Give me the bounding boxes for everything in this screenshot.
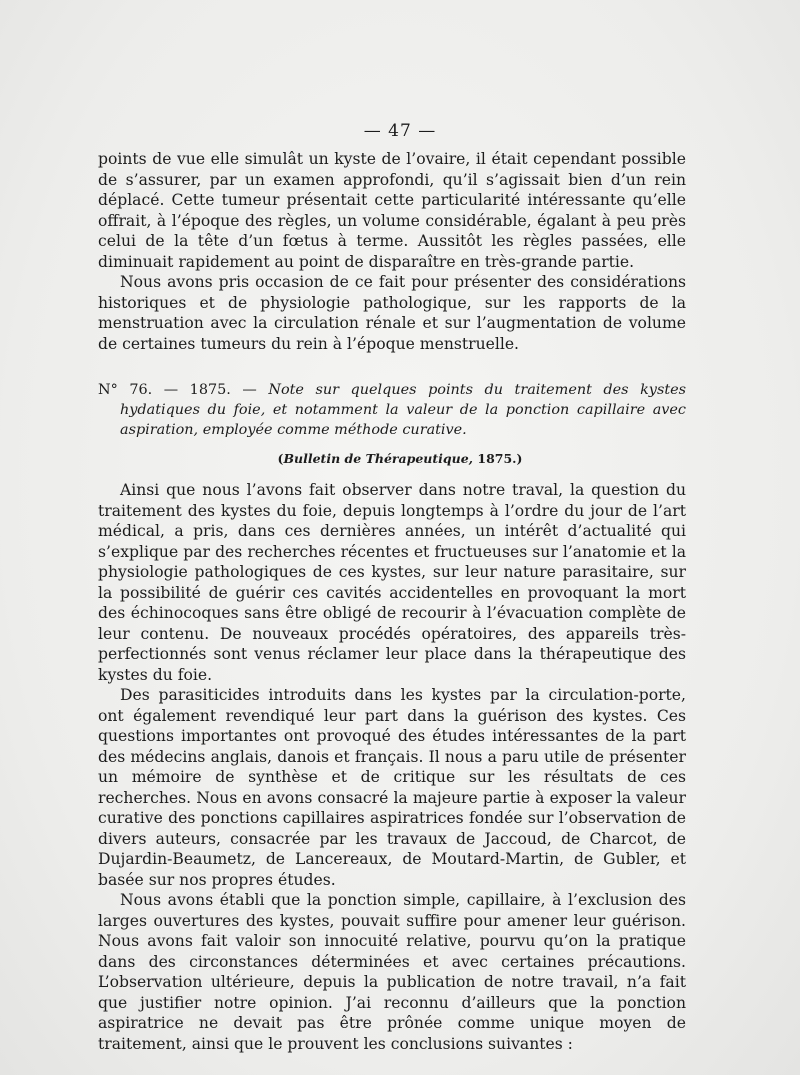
intro-section bbox=[98, 149, 686, 354]
body-paragraph-2: Des parasiticides introduits dans les kystes par la circulation-porte, ont également revendiqué leur part dans la guérison des kystes. Ces questions importantes ont provoqué des études intéressantes de la part des médecins anglais, danois et français. Il nous a paru utile de présenter un mémoire de synthèse et de critique sur les résultats de ces recherches. Nous en avons consacré la majeure partie à exposer la valeur curative des ponctions capillaires aspiratrices fondée sur l’observation de divers auteurs, consacrée par les travaux de Jaccoud, de Charcot, de Dujardin-Beaumetz, de Lancereaux, de Moutard-Martin, de Gubler, et basée sur nos propres études. bbox=[98, 686, 686, 889]
main-text bbox=[98, 480, 686, 1054]
body-paragraph-1: Ainsi que nous l’avons fait observer dans notre traval, la question du traitement des kystes du foie, depuis longtemps à l’ordre du jour de l’art médical, a pris, dans ces dernières années, un intérêt d’actualité qui s’explique par des recherches récentes et fructueuses sur l’anatomie et la physiologie pathologiques de ces kystes, sur leur nature parasitaire, sur la possibilité de guérir ces cavités accidentelles en provoquant la mort des échinocoques sans être obligé de recourir à l’évacuation complète de leur contenu. De nouveaux procédés opératoires, des appareils très-perfectionnés sont venus réclamer leur place dans la thérapeutique des kystes du foie. bbox=[98, 481, 686, 684]
entry-title: Note sur quelques points du traitement des kystes hydatiques du foie, et notamment la valeur de la ponction capillaire avec aspiration, employée comme méthode curative. bbox=[120, 382, 687, 438]
intro-paragraph-1: points de vue elle simulât un kyste de l’ovaire, il était cependant possible de s’assurer, par un examen approfondi, qu’il s’agissait bien d’un rein déplacé. Cette tumeur présentait cette particularité intéressante qu’elle offrait, à l’époque des règles, un volume considérable, égalant à peu près celui de la tête d’un fœtus à terme. Aussitôt les règles passées, elle diminuait rapidement au point de disparaître en très-grande partie. bbox=[98, 150, 686, 271]
entry-source bbox=[0, 451, 800, 466]
bibliography-entry bbox=[98, 380, 686, 440]
source-year: 1875.) bbox=[473, 451, 523, 466]
source-open: ( bbox=[277, 451, 284, 466]
entry-number: N° 76. — 1875. — bbox=[98, 382, 257, 398]
source-journal: Bulletin de Thérapeutique, bbox=[283, 451, 474, 466]
page-number: — 47 — bbox=[363, 121, 437, 141]
body-paragraph-3: Nous avons établi que la ponction simple, capillaire, à l’exclusion des larges ouvertures des kystes, pouvait suffire pour amener leur guérison. Nous avons fait valoir son innocuité relative, pourvu qu’on la pratique dans des circonstances déterminées et avec certaines précautions. L’observation ultérieure, depuis la publication de notre travail, n’a fait que justifier notre opinion. J’ai reconnu d’ailleurs que la ponction aspiratrice ne devait pas être prônée comme unique moyen de traitement, ainsi que le prouvent les conclusions suivantes : bbox=[98, 891, 686, 1053]
intro-paragraph-2: Nous avons pris occasion de ce fait pour présenter des considérations historiques et de physiologie pathologique, sur les rapports de la menstruation avec la circulation rénale et sur l’augmentation de volume de certaines tumeurs du rein à l’époque menstruelle. bbox=[98, 273, 686, 353]
